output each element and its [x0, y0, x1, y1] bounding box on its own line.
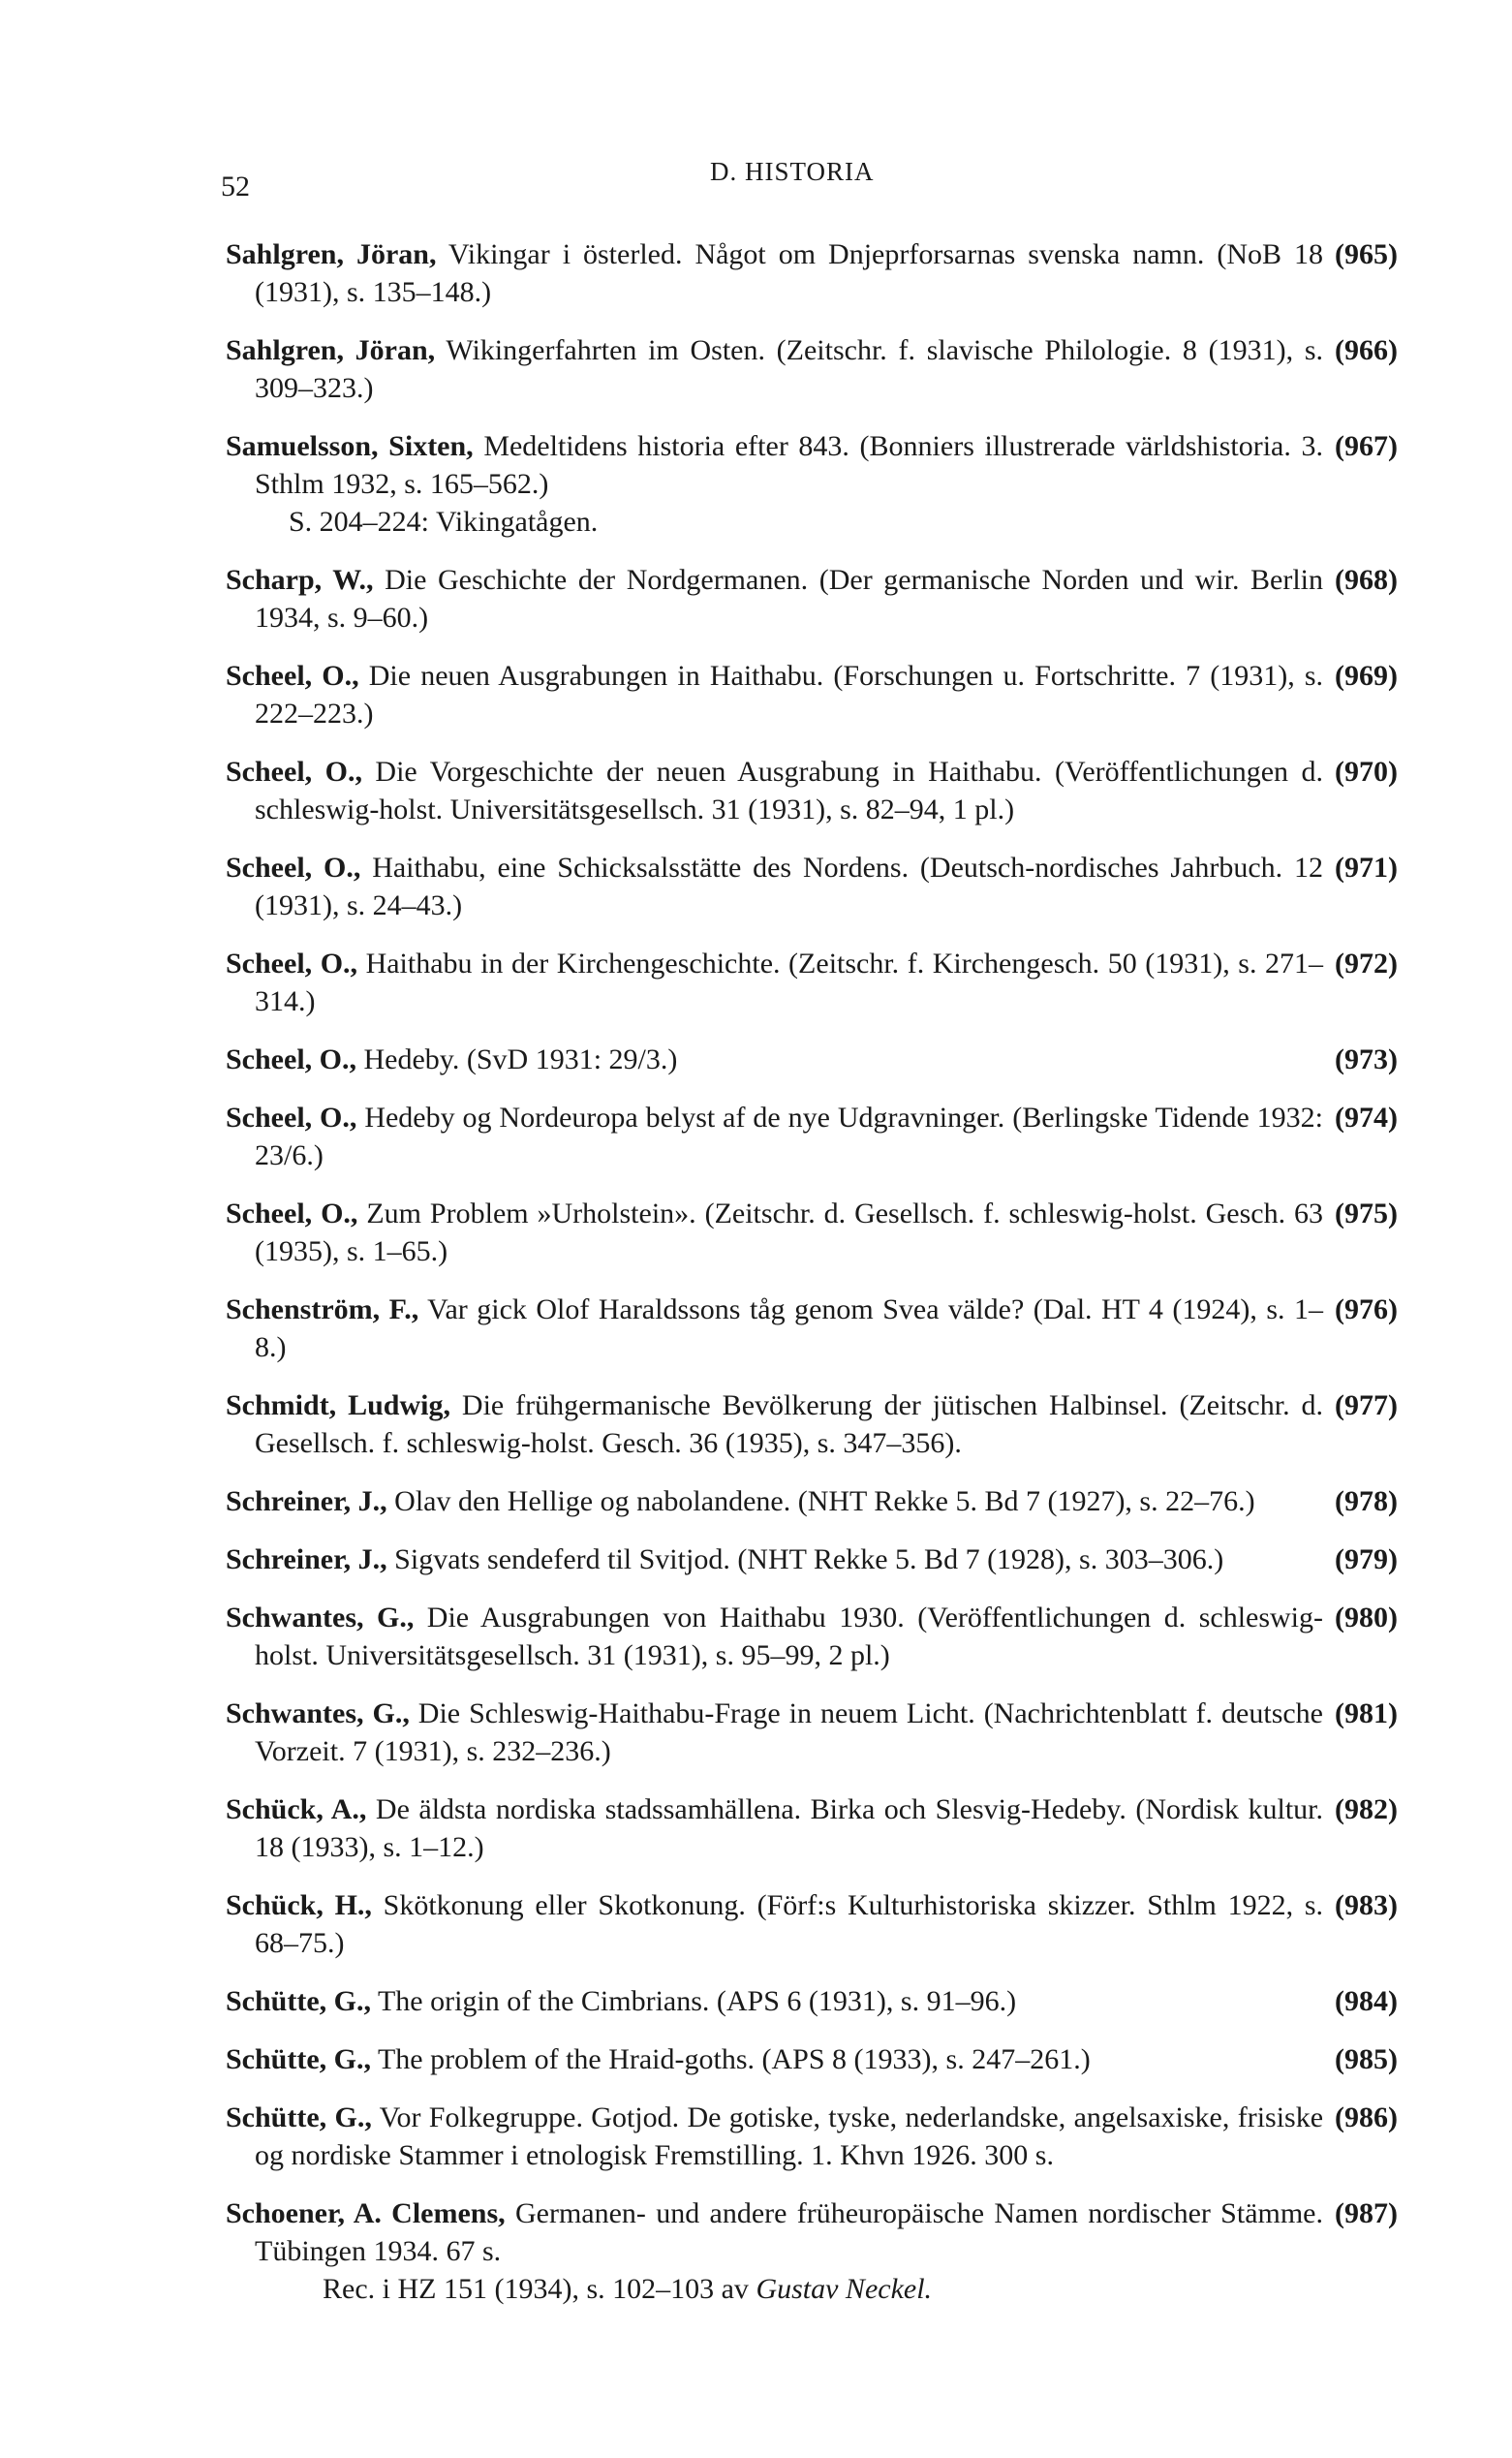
- entry-number: (975): [1335, 1198, 1398, 1229]
- bibliography-entry: [226, 1291, 1398, 1366]
- entry-author: Scheel, O.,: [226, 1102, 357, 1134]
- entry-author: Sahlgren, Jöran,: [226, 238, 437, 270]
- entry-text: Haithabu, eine Schicksalsstätte des Nordens. (Deutsch-nordisches Jahrbuch. 12 (1931), s. 24–43.): [255, 852, 1324, 921]
- entry-author: Scharp, W.,: [226, 564, 374, 596]
- entry-number: (976): [1335, 1293, 1398, 1325]
- entry-text: Hedeby. (SvD 1931: 29/3.): [356, 1043, 678, 1075]
- bibliography-entry: [226, 1599, 1398, 1674]
- entry-number: (986): [1335, 2101, 1398, 2133]
- entry-number: (972): [1335, 948, 1398, 980]
- entry-text: Var gick Olof Haraldssons tåg genom Svea välde? (Dal. HT 4 (1924), s. 1–8.): [255, 1293, 1324, 1363]
- entry-author: Schück, H.,: [226, 1889, 372, 1921]
- entry-number: (979): [1335, 1543, 1398, 1575]
- bibliography-list: [226, 235, 1398, 2328]
- entry-text: Sigvats sendeferd til Svitjod. (NHT Rekke 5. Bd 7 (1928), s. 303–306.): [386, 1543, 1224, 1575]
- entry-number: (980): [1335, 1602, 1398, 1633]
- reviewer-name: Gustav Neckel.: [756, 2273, 933, 2305]
- bibliography-entry: [226, 1195, 1398, 1270]
- entry-text: Vikingar i österled. Något om Dnjeprforsarnas svenska namn. (NoB 18 (1931), s. 135–148.): [255, 238, 1323, 308]
- entry-author: Sahlgren, Jöran,: [226, 334, 436, 366]
- entry-author: Schütte, G.,: [226, 1985, 371, 2017]
- entry-text: Die Schleswig-Haithabu-Frage in neuem Licht. (Nachrichtenblatt f. deutsche Vorzeit. 7 (1931), s. 232–236.): [255, 1697, 1323, 1767]
- entry-text: The origin of the Cimbrians. (APS 6 (1931), s. 91–96.): [371, 1985, 1017, 2017]
- entry-author: Scheel, O.,: [226, 1198, 358, 1229]
- entry-text: Haithabu in der Kirchengeschichte. (Zeitschr. f. Kirchengesch. 50 (1931), s. 271–314.): [255, 948, 1323, 1017]
- entry-number: (987): [1335, 2197, 1398, 2229]
- running-head: [0, 157, 1512, 202]
- entry-number: (971): [1335, 852, 1398, 884]
- bibliography-entry: [226, 1482, 1398, 1520]
- bibliography-entry: [226, 1982, 1398, 2020]
- entry-number: (967): [1335, 430, 1398, 462]
- entry-number: (981): [1335, 1697, 1398, 1729]
- entry-text: Die frühgermanische Bevölkerung der jütischen Halbinsel. (Zeitschr. d. Gesellsch. f. schleswig-holst. Gesch. 36 (1935), s. 347–356).: [255, 1389, 1324, 1459]
- bibliography-entry: [226, 1386, 1398, 1462]
- bibliography-entry: [226, 753, 1398, 828]
- bibliography-entry: [226, 945, 1398, 1020]
- entry-review-note: [255, 2270, 1398, 2308]
- entry-text: Vor Folkegruppe. Gotjod. De gotiske, tyske, nederlandske, angelsaxiske, frisiske og nordiske Stammer i etnologisk Fremstilling. 1. Khvn 1926. 300 s.: [255, 2101, 1324, 2171]
- entry-text: Die Geschichte der Nordgermanen. (Der germanische Norden und wir. Berlin 1934, s. 9–60.): [255, 564, 1324, 634]
- entry-text: Zum Problem »Urholstein». (Zeitschr. d. Gesellsch. f. schleswig-holst. Gesch. 63 (1935), s. 1–65.): [255, 1198, 1324, 1267]
- bibliography-entry: [226, 1695, 1398, 1770]
- entry-number: (983): [1335, 1889, 1398, 1921]
- entry-number: (982): [1335, 1793, 1398, 1825]
- entry-author: Schreiner, J.,: [226, 1543, 387, 1575]
- entry-note: S. 204–224: Vikingatågen.: [289, 506, 599, 538]
- bibliography-entry: [226, 235, 1398, 311]
- bibliography-entry: [226, 427, 1398, 541]
- bibliography-entry: [226, 2040, 1398, 2078]
- entry-text: The problem of the Hraid-goths. (APS 8 (1933), s. 247–261.): [371, 2043, 1091, 2075]
- review-text: Rec. i HZ 151 (1934), s. 102–103 av: [323, 2273, 756, 2305]
- entry-author: Schoener, A. Clemens,: [226, 2197, 506, 2229]
- entry-text: Germanen- und andere frühеuropäische Namen nordischer Stämme. Tübingen 1934. 67 s.: [255, 2197, 1324, 2267]
- entry-text: Olav den Hellige og nabolandene. (NHT Rekke 5. Bd 7 (1927), s. 22–76.): [386, 1485, 1255, 1517]
- entry-number: (965): [1335, 238, 1398, 270]
- entry-author: Samuelsson, Sixten,: [226, 430, 474, 462]
- entry-author: Scheel, O.,: [226, 852, 361, 884]
- entry-author: Schück, A.,: [226, 1793, 367, 1825]
- entry-number: (978): [1335, 1485, 1398, 1517]
- bibliography-entry: [226, 331, 1398, 407]
- entry-text: Hedeby og Nordeuropa belyst af de nye Udgravninger. (Berlingske Tidende 1932: 23/6.): [255, 1102, 1324, 1171]
- entry-author: Scheel, O.,: [226, 660, 359, 692]
- bibliography-entry: [226, 561, 1398, 637]
- entry-text: Medeltidens historia efter 843. (Bonniers illustrerade världshistoria. 3. Sthlm 1932, s. 165–562.): [255, 430, 1324, 500]
- entry-author: Schwantes, G.,: [226, 1697, 410, 1729]
- entry-author: Schwantes, G.,: [226, 1602, 415, 1633]
- entry-number: (984): [1335, 1985, 1398, 2017]
- bibliography-entry: [226, 1886, 1398, 1962]
- entry-text: De äldsta nordiska stadssamhällena. Birka och Slesvig-Hedeby. (Nordisk kultur. 18 (1933), s. 1–12.): [255, 1793, 1323, 1863]
- bibliography-entry: [226, 657, 1398, 732]
- bibliography-entry: [226, 1790, 1398, 1866]
- entry-text: Die Vorgeschichte der neuen Ausgrabung in Haithabu. (Veröffentlichungen d. schleswig-holst. Universitätsgesellsch. 31 (1931), s. 82–94, 1 pl.): [255, 756, 1323, 825]
- section-title: D. HISTORIA: [710, 157, 875, 186]
- entry-author: Scheel, O.,: [226, 948, 358, 980]
- entry-number: (968): [1335, 564, 1398, 596]
- entry-text: Die Ausgrabungen von Haithabu 1930. (Veröffentlichungen d. schleswig-holst. Universitätsgesellsch. 31 (1931), s. 95–99, 2 pl.): [255, 1602, 1324, 1671]
- entry-author: Schreiner, J.,: [226, 1485, 387, 1517]
- entry-number: (966): [1335, 334, 1398, 366]
- bibliography-entry: [226, 849, 1398, 924]
- entry-number: (977): [1335, 1389, 1398, 1421]
- bibliography-entry: [226, 2194, 1398, 2308]
- entry-author: Schenström, F.,: [226, 1293, 419, 1325]
- entry-number: (970): [1335, 756, 1398, 788]
- entry-author: Schütte, G.,: [226, 2101, 372, 2133]
- bibliography-entry: [226, 1041, 1398, 1078]
- entry-author: Scheel, O.,: [226, 1043, 356, 1075]
- entry-author: Scheel, O.,: [226, 756, 362, 788]
- entry-number: (985): [1335, 2043, 1398, 2075]
- entry-text: Die neuen Ausgrabungen in Haithabu. (Forschungen u. Fortschritte. 7 (1931), s. 222–223.): [255, 660, 1324, 730]
- entry-text: Wikingerfahrten im Osten. (Zeitschr. f. slavische Philologie. 8 (1931), s. 309–323.): [255, 334, 1324, 404]
- entry-author: Schütte, G.,: [226, 2043, 371, 2075]
- entry-author: Schmidt, Ludwig,: [226, 1389, 450, 1421]
- page-number: 52: [221, 171, 250, 202]
- bibliography-entry: [226, 1099, 1398, 1174]
- entry-number: (974): [1335, 1102, 1398, 1134]
- bibliography-entry: [226, 1540, 1398, 1578]
- entry-text: Skötkonung eller Skotkonung. (Förf:s Kulturhistoriska skizzer. Sthlm 1922, s. 68–75.): [255, 1889, 1323, 1959]
- entry-number: (969): [1335, 660, 1398, 692]
- entry-number: (973): [1335, 1043, 1398, 1075]
- bibliography-entry: [226, 2099, 1398, 2174]
